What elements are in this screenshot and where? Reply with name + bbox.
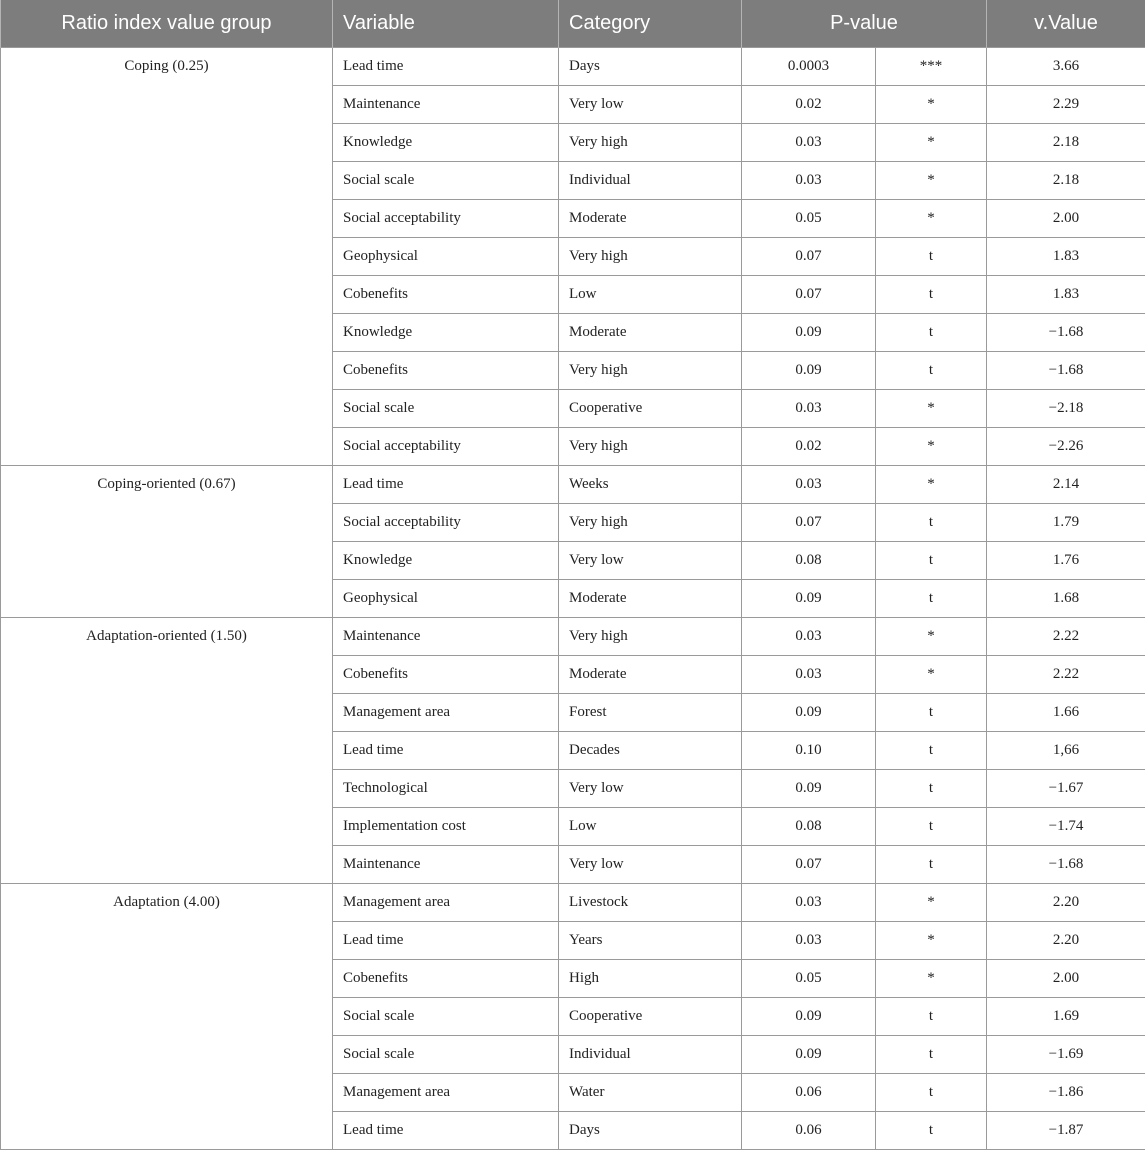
vvalue-cell: −1.68 [987,845,1145,883]
category-cell: Low [559,275,742,313]
table-row [1,617,1145,655]
vvalue-cell: 2.22 [987,617,1145,655]
significance-cell: * [876,655,987,693]
vvalue-cell: 1.83 [987,275,1145,313]
variable-cell: Social scale [333,1035,559,1073]
significance-cell: * [876,389,987,427]
significance-cell: t [876,275,987,313]
category-cell: Moderate [559,579,742,617]
vvalue-cell: 2.14 [987,465,1145,503]
variable-cell: Lead time [333,465,559,503]
category-cell: Individual [559,161,742,199]
variable-cell: Management area [333,1073,559,1111]
group-label: Adaptation-oriented (1.50) [1,617,333,883]
table-row [1,47,1145,85]
vvalue-cell: −1.67 [987,769,1145,807]
variable-cell: Lead time [333,1111,559,1149]
pvalue-cell: 0.09 [742,579,876,617]
pvalue-cell: 0.09 [742,313,876,351]
pvalue-cell: 0.05 [742,199,876,237]
significance-cell: t [876,1035,987,1073]
pvalue-cell: 0.09 [742,997,876,1035]
variable-cell: Lead time [333,731,559,769]
variable-cell: Knowledge [333,123,559,161]
pvalue-cell: 0.08 [742,541,876,579]
variable-cell: Cobenefits [333,959,559,997]
variable-cell: Management area [333,693,559,731]
header-pvalue: P-value [742,0,987,47]
pvalue-cell: 0.07 [742,503,876,541]
category-cell: Very high [559,617,742,655]
category-cell: Moderate [559,655,742,693]
category-cell: High [559,959,742,997]
significance-cell: t [876,1111,987,1149]
category-cell: Water [559,1073,742,1111]
header-variable: Variable [333,0,559,47]
pvalue-cell: 0.03 [742,465,876,503]
significance-cell: t [876,541,987,579]
vvalue-cell: 1.76 [987,541,1145,579]
group-label: Coping (0.25) [1,47,333,465]
significance-cell: * [876,199,987,237]
vvalue-cell: −1.68 [987,313,1145,351]
significance-cell: t [876,807,987,845]
category-cell: Very low [559,845,742,883]
category-cell: Days [559,1111,742,1149]
vvalue-cell: −1.86 [987,1073,1145,1111]
category-cell: Livestock [559,883,742,921]
table-header [1,0,1145,47]
variable-cell: Social acceptability [333,427,559,465]
vvalue-cell: 1,66 [987,731,1145,769]
pvalue-cell: 0.09 [742,769,876,807]
significance-cell: t [876,313,987,351]
vvalue-cell: −1.69 [987,1035,1145,1073]
variable-cell: Technological [333,769,559,807]
vvalue-cell: 2.18 [987,123,1145,161]
category-cell: Very low [559,769,742,807]
pvalue-cell: 0.07 [742,845,876,883]
significance-cell: t [876,1073,987,1111]
category-cell: Very high [559,123,742,161]
group-label: Coping-oriented (0.67) [1,465,333,617]
variable-cell: Social scale [333,997,559,1035]
vvalue-cell: 2.29 [987,85,1145,123]
pvalue-cell: 0.03 [742,921,876,959]
category-cell: Decades [559,731,742,769]
significance-cell: * [876,465,987,503]
pvalue-cell: 0.02 [742,427,876,465]
vvalue-cell: 2.00 [987,959,1145,997]
vvalue-cell: 1.69 [987,997,1145,1035]
category-cell: Low [559,807,742,845]
variable-cell: Lead time [333,47,559,85]
header-group: Ratio index value group [1,0,333,47]
vvalue-cell: 3.66 [987,47,1145,85]
category-cell: Very high [559,351,742,389]
table-row [1,883,1145,921]
vvalue-cell: 2.18 [987,161,1145,199]
category-cell: Very low [559,541,742,579]
variable-cell: Knowledge [333,541,559,579]
category-cell: Moderate [559,313,742,351]
vvalue-cell: 2.00 [987,199,1145,237]
significance-cell: *** [876,47,987,85]
pvalue-cell: 0.03 [742,883,876,921]
significance-cell: * [876,123,987,161]
variable-cell: Cobenefits [333,655,559,693]
variable-cell: Social acceptability [333,503,559,541]
category-cell: Individual [559,1035,742,1073]
variable-cell: Maintenance [333,617,559,655]
category-cell: Weeks [559,465,742,503]
variable-cell: Cobenefits [333,351,559,389]
table-row [1,465,1145,503]
pvalue-cell: 0.07 [742,237,876,275]
category-cell: Very high [559,237,742,275]
vvalue-cell: 2.20 [987,921,1145,959]
pvalue-cell: 0.09 [742,351,876,389]
category-cell: Forest [559,693,742,731]
pvalue-cell: 0.05 [742,959,876,997]
significance-cell: * [876,921,987,959]
variable-cell: Social scale [333,389,559,427]
variable-cell: Knowledge [333,313,559,351]
category-cell: Days [559,47,742,85]
variable-cell: Implementation cost [333,807,559,845]
pvalue-cell: 0.03 [742,655,876,693]
vvalue-cell: 2.20 [987,883,1145,921]
significance-cell: t [876,503,987,541]
variable-cell: Social acceptability [333,199,559,237]
pvalue-cell: 0.06 [742,1111,876,1149]
category-cell: Moderate [559,199,742,237]
significance-cell: * [876,427,987,465]
pvalue-cell: 0.09 [742,693,876,731]
vvalue-cell: −1.87 [987,1111,1145,1149]
significance-cell: t [876,693,987,731]
group-label: Adaptation (4.00) [1,883,333,1149]
vvalue-cell: −2.26 [987,427,1145,465]
significance-cell: t [876,237,987,275]
significance-cell: * [876,617,987,655]
significance-cell: t [876,997,987,1035]
vvalue-cell: 2.22 [987,655,1145,693]
vvalue-cell: −1.68 [987,351,1145,389]
category-cell: Years [559,921,742,959]
pvalue-cell: 0.09 [742,1035,876,1073]
category-cell: Very low [559,85,742,123]
table-body [1,47,1145,1149]
pvalue-cell: 0.08 [742,807,876,845]
pvalue-cell: 0.03 [742,161,876,199]
significance-cell: t [876,769,987,807]
significance-cell: * [876,161,987,199]
variable-cell: Maintenance [333,845,559,883]
pvalue-cell: 0.10 [742,731,876,769]
vvalue-cell: −1.74 [987,807,1145,845]
pvalue-cell: 0.0003 [742,47,876,85]
vvalue-cell: 1.68 [987,579,1145,617]
header-category: Category [559,0,742,47]
header-vvalue: v.Value [987,0,1145,47]
pvalue-cell: 0.03 [742,617,876,655]
category-cell: Cooperative [559,997,742,1035]
variable-cell: Geophysical [333,237,559,275]
vvalue-cell: 1.83 [987,237,1145,275]
significance-cell: * [876,85,987,123]
significance-cell: t [876,579,987,617]
vvalue-cell: 1.66 [987,693,1145,731]
significance-cell: * [876,959,987,997]
category-cell: Very high [559,503,742,541]
variable-cell: Geophysical [333,579,559,617]
pvalue-cell: 0.07 [742,275,876,313]
significance-cell: t [876,845,987,883]
significance-cell: * [876,883,987,921]
pvalue-cell: 0.03 [742,389,876,427]
category-cell: Very high [559,427,742,465]
variable-cell: Lead time [333,921,559,959]
variable-cell: Maintenance [333,85,559,123]
variable-cell: Management area [333,883,559,921]
significance-cell: t [876,731,987,769]
pvalue-cell: 0.03 [742,123,876,161]
variable-cell: Cobenefits [333,275,559,313]
pvalue-cell: 0.06 [742,1073,876,1111]
pvalue-cell: 0.02 [742,85,876,123]
vvalue-cell: 1.79 [987,503,1145,541]
significance-cell: t [876,351,987,389]
vvalue-cell: −2.18 [987,389,1145,427]
category-cell: Cooperative [559,389,742,427]
header-row [1,0,1145,47]
variable-cell: Social scale [333,161,559,199]
